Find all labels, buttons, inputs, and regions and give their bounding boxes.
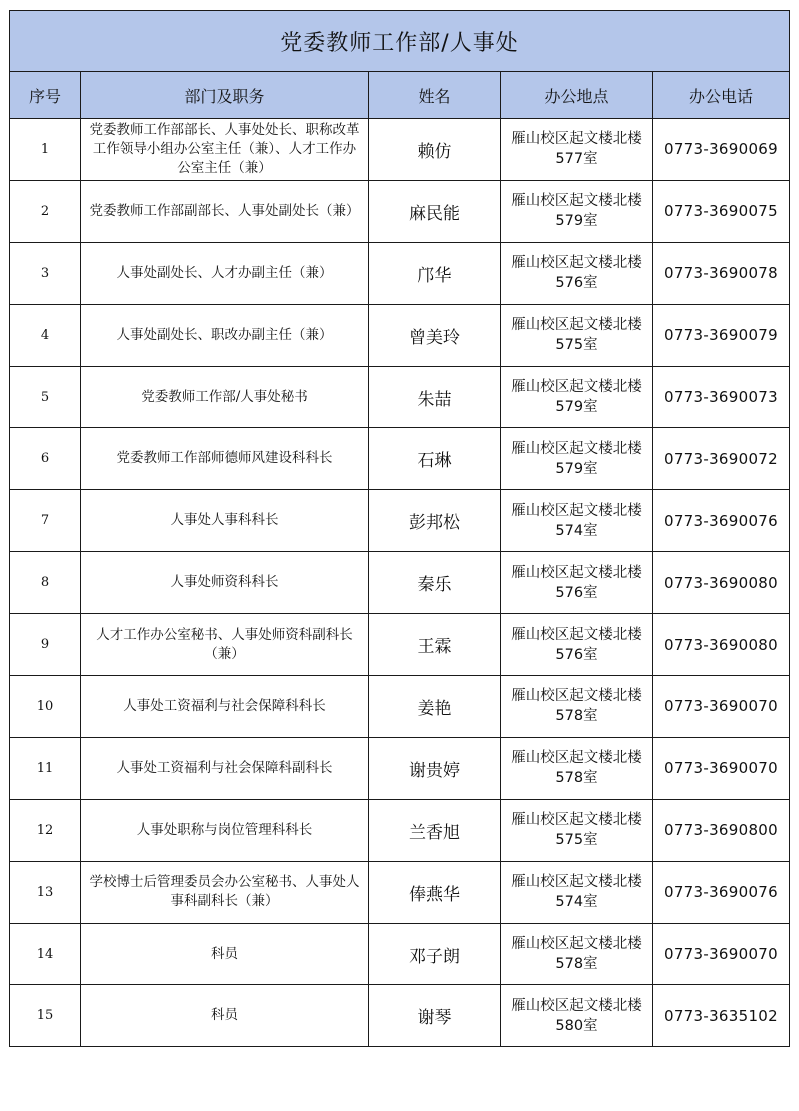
location-room: 576室 [555,584,598,601]
table-row [10,985,790,1047]
header-location: 办公地点 [501,72,653,119]
row-number: 7 [10,490,81,552]
row-name: 曾美玲 [369,304,501,366]
row-name: 秦乐 [369,552,501,614]
row-number: 6 [10,428,81,490]
header-no: 序号 [10,72,81,119]
location-room: 577室 [555,151,598,168]
table-row [10,861,790,923]
location-room: 579室 [555,460,598,477]
row-location [501,985,653,1047]
row-position: 人事处副处长、职改办副主任（兼） [81,304,369,366]
row-number: 11 [10,737,81,799]
row-phone: 0773-3690075 [653,180,790,242]
row-number: 13 [10,861,81,923]
location-room: 574室 [555,894,598,911]
row-number: 12 [10,799,81,861]
table-row [10,304,790,366]
row-location [501,614,653,676]
row-position: 科员 [81,985,369,1047]
location-building: 雁山校区起文楼北楼 [511,317,642,334]
row-phone: 0773-3690080 [653,552,790,614]
table-row [10,490,790,552]
location-room: 578室 [555,770,598,787]
header-position: 部门及职务 [81,72,369,119]
row-phone: 0773-3690076 [653,861,790,923]
location-room: 574室 [555,522,598,539]
row-phone: 0773-3690070 [653,923,790,985]
row-phone: 0773-3690800 [653,799,790,861]
table-row [10,799,790,861]
row-location [501,304,653,366]
location-building: 雁山校区起文楼北楼 [511,626,642,643]
header-phone: 办公电话 [653,72,790,119]
row-number: 4 [10,304,81,366]
row-location [501,552,653,614]
row-name: 赖仿 [369,119,501,181]
row-number: 15 [10,985,81,1047]
location-building: 雁山校区起文楼北楼 [511,440,642,457]
location-room: 575室 [555,337,598,354]
row-location [501,180,653,242]
row-position: 科员 [81,923,369,985]
row-number: 5 [10,366,81,428]
row-position: 党委教师工作部部长、人事处处长、职称改革工作领导小组办公室主任（兼）、人才工作办公室主任（兼） [81,119,369,181]
location-building: 雁山校区起文楼北楼 [511,997,642,1014]
table-row [10,737,790,799]
row-position: 党委教师工作部/人事处秘书 [81,366,369,428]
row-name: 谢琴 [369,985,501,1047]
location-room: 575室 [555,832,598,849]
row-phone: 0773-3690072 [653,428,790,490]
row-position: 人事处职称与岗位管理科科长 [81,799,369,861]
row-position: 人事处工资福利与社会保障科副科长 [81,737,369,799]
table-row [10,552,790,614]
row-number: 8 [10,552,81,614]
table-row [10,614,790,676]
location-room: 576室 [555,646,598,663]
row-phone: 0773-3690073 [653,366,790,428]
location-room: 579室 [555,399,598,415]
row-name: 姜艳 [369,676,501,738]
table-row [10,676,790,738]
row-position: 人事处人事科科长 [81,490,369,552]
row-position: 党委教师工作部师德师风建设科科长 [81,428,369,490]
header-name: 姓名 [369,72,501,119]
location-building: 雁山校区起文楼北楼 [511,255,642,272]
location-room: 578室 [555,708,598,725]
table-row [10,242,790,304]
table-row [10,428,790,490]
row-name: 谢贵婷 [369,737,501,799]
row-name: 邓子朗 [369,923,501,985]
row-location [501,366,653,428]
location-room: 579室 [555,213,598,230]
row-name: 朱喆 [369,366,501,428]
location-building: 雁山校区起文楼北楼 [511,564,642,581]
row-location [501,242,653,304]
row-name: 石琳 [369,428,501,490]
row-phone: 0773-3690070 [653,676,790,738]
row-name: 邝华 [369,242,501,304]
header-row [10,72,790,119]
row-location [501,799,653,861]
row-position: 党委教师工作部副部长、人事处副处长（兼） [81,180,369,242]
location-building: 雁山校区起文楼北楼 [511,502,642,519]
row-location [501,923,653,985]
row-phone: 0773-3690076 [653,490,790,552]
location-room: 578室 [555,956,598,973]
row-location [501,676,653,738]
table-row [10,180,790,242]
row-name: 俸燕华 [369,861,501,923]
row-position: 人事处工资福利与社会保障科科长 [81,676,369,738]
row-number: 2 [10,180,81,242]
row-position: 学校博士后管理委员会办公室秘书、人事处人事科副科长（兼） [81,861,369,923]
row-number: 9 [10,614,81,676]
location-building: 雁山校区起文楼北楼 [511,750,642,767]
location-building: 雁山校区起文楼北楼 [511,936,642,953]
staff-directory-table [9,10,790,1047]
location-building: 雁山校区起文楼北楼 [511,874,642,891]
row-position: 人事处师资科科长 [81,552,369,614]
row-number: 3 [10,242,81,304]
location-building: 雁山校区起文楼北楼 [511,193,642,210]
row-number: 14 [10,923,81,985]
location-room: 580室 [555,1017,598,1034]
location-building: 雁山校区起文楼北楼 [511,688,642,705]
row-location [501,119,653,181]
table-row [10,366,790,428]
row-phone: 0773-3690079 [653,304,790,366]
row-name: 兰香旭 [369,799,501,861]
table-row [10,923,790,985]
row-position: 人事处副处长、人才办副主任（兼） [81,242,369,304]
row-phone: 0773-3690070 [653,737,790,799]
row-name: 麻民能 [369,180,501,242]
row-name: 彭邦松 [369,490,501,552]
row-location [501,428,653,490]
row-location [501,861,653,923]
location-room: 576室 [555,275,598,292]
row-phone: 0773-3690080 [653,614,790,676]
location-building: 雁山校区起文楼北楼 [511,379,642,395]
row-location [501,490,653,552]
title-row [10,11,790,72]
row-phone: 0773-3635102 [653,985,790,1047]
row-phone: 0773-3690069 [653,119,790,181]
row-position: 人才工作办公室秘书、人事处师资科副科长（兼） [81,614,369,676]
location-building: 雁山校区起文楼北楼 [511,812,642,829]
row-name: 王霖 [369,614,501,676]
location-building: 雁山校区起文楼北楼 [511,131,642,148]
row-location [501,737,653,799]
row-number: 1 [10,119,81,181]
row-phone: 0773-3690078 [653,242,790,304]
table-title: 党委教师工作部/人事处 [10,11,790,72]
table-row [10,119,790,181]
table-body [10,119,790,1047]
row-number: 10 [10,676,81,738]
